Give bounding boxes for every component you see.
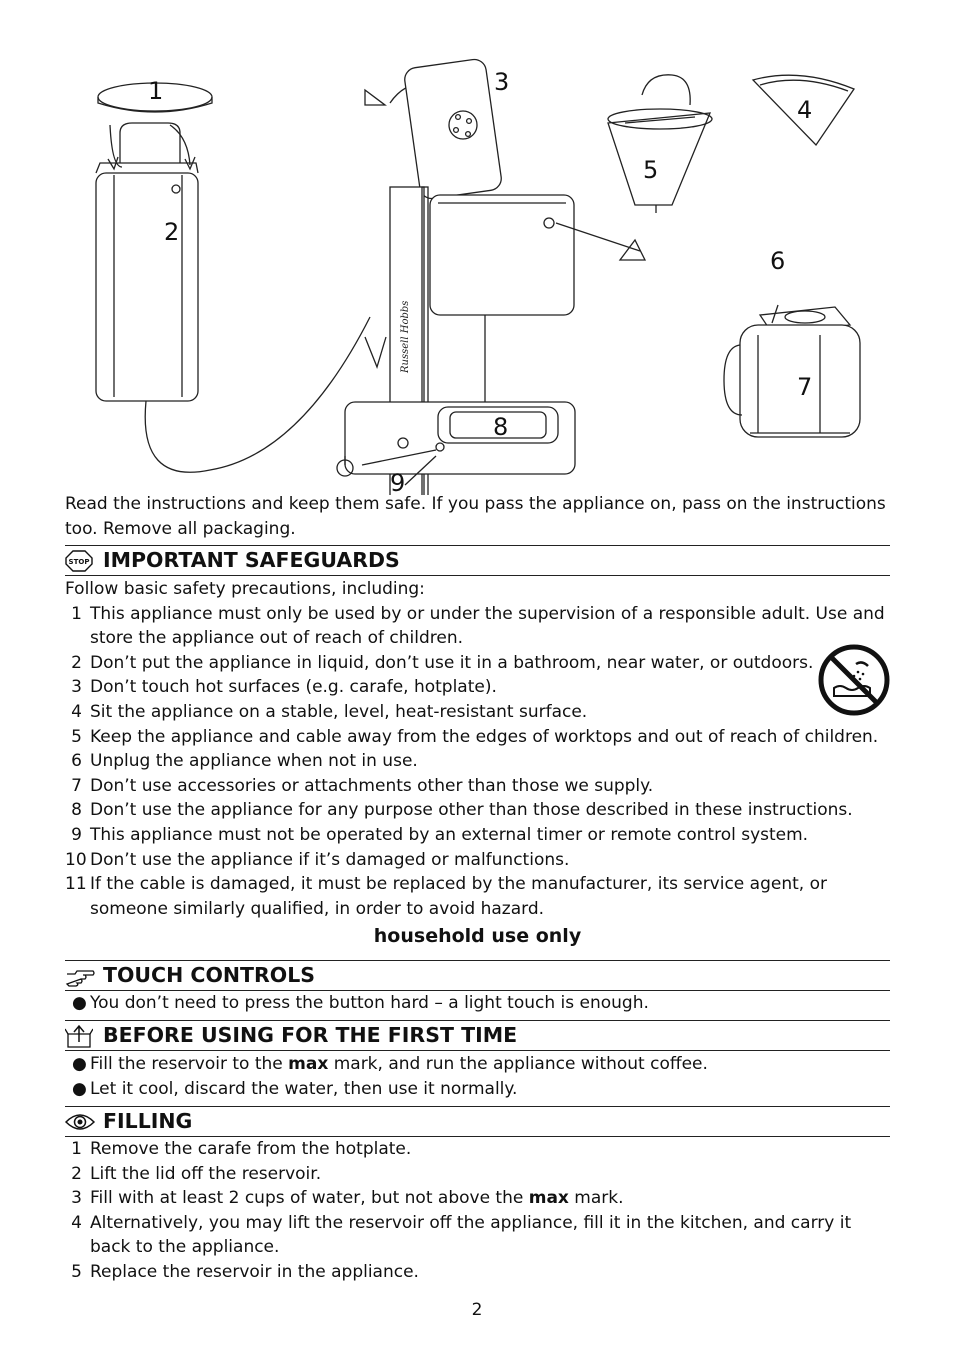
- callout-6: 6: [770, 247, 786, 275]
- list-item: 5 Keep the appliance and cable away from the edges of worktops and out of reach of children.: [71, 726, 879, 747]
- list-item: 3 Fill with at least 2 cups of water, but not above the max mark.: [71, 1188, 624, 1209]
- brand-logo: Russell Hobbs: [400, 300, 411, 373]
- coffee-machine-drawing: [337, 58, 645, 495]
- callout-7: 7: [797, 373, 813, 401]
- callout-2: 2: [164, 218, 180, 246]
- no-water-shower-icon: [818, 644, 890, 716]
- callout-9: 9: [390, 469, 406, 495]
- list-item: 5 Replace the reservoir in the appliance.: [71, 1261, 419, 1282]
- touch-heading: [65, 960, 890, 991]
- touch-list: [65, 991, 895, 1016]
- touch-title: TOUCH CONTROLS: [103, 963, 316, 987]
- list-item: 7 Don’t use accessories or attachments other than those we supply.: [71, 775, 654, 796]
- list-item: 10 Don’t use the appliance if it’s damaged or malfunctions.: [65, 849, 570, 870]
- safeguards-title: IMPORTANT SAFEGUARDS: [103, 548, 400, 572]
- callout-5: 5: [643, 156, 659, 184]
- appliance-diagram: [60, 55, 900, 495]
- list-item: 4 Alternatively, you may lift the reservoir off the appliance, fill it in the kitchen, and carry it back to the appliance.: [71, 1212, 852, 1258]
- pointing-hand-icon: [65, 964, 93, 988]
- list-item: 2 Lift the lid off the reservoir.: [71, 1163, 322, 1184]
- list-item: 1 Remove the carafe from the hotplate.: [71, 1139, 412, 1159]
- filling-list: [65, 1137, 895, 1285]
- callout-1: 1: [148, 77, 164, 105]
- safeguards-heading: [65, 545, 890, 576]
- list-item: 1 This appliance must only be used by or under the supervision of a responsible adult. Use and store the appliance out of reach of children.: [71, 603, 885, 649]
- callout-8: 8: [493, 413, 509, 441]
- page-number: 2: [471, 1300, 483, 1320]
- intro-paragraph: Read the instructions and keep them safe. If you pass the appliance on, pass on the instructions too. Remove all packaging.: [65, 494, 886, 539]
- filter-holder-drawing: [608, 75, 712, 213]
- list-item: 8 Don’t use the appliance for any purpose other than those described in these instructions.: [71, 800, 853, 821]
- callout-4: 4: [797, 96, 813, 124]
- first-time-heading: [65, 1020, 890, 1051]
- list-item: 2 Don’t put the appliance in liquid, don’t use it in a bathroom, near water, or outdoors.: [71, 652, 814, 673]
- list-item: 3 Don’t touch hot surfaces (e.g. carafe, hotplate).: [71, 677, 497, 698]
- unbox-icon: [65, 1024, 93, 1048]
- list-item: 9 This appliance must not be operated by an external timer or remote control system.: [71, 824, 809, 845]
- household-use-note: household use only: [373, 925, 582, 947]
- filling-heading: [65, 1106, 890, 1137]
- list-item: ● Let it cool, discard the water, then use it normally.: [72, 1078, 518, 1099]
- stop-icon: [65, 549, 93, 573]
- list-item: 6 Unplug the appliance when not in use.: [71, 751, 418, 772]
- safeguards-list: [65, 577, 895, 921]
- list-item: 4 Sit the appliance on a stable, level, heat-resistant surface.: [71, 701, 588, 722]
- list-item: ● Fill the reservoir to the max mark, and run the appliance without coffee.: [72, 1054, 708, 1074]
- safeguards-lead: Follow basic safety precautions, including:: [65, 579, 425, 599]
- eye-icon: [65, 1110, 93, 1134]
- first-time-title: BEFORE USING FOR THE FIRST TIME: [103, 1023, 518, 1047]
- list-item: ● You don’t need to press the button hard – a light touch is enough.: [72, 993, 649, 1013]
- callout-3: 3: [494, 68, 510, 96]
- reservoir-drawing: [96, 123, 386, 472]
- carafe-drawing: [724, 305, 860, 437]
- filling-title: FILLING: [103, 1109, 193, 1133]
- svg-text:STOP: STOP: [68, 558, 90, 566]
- first-time-list: [65, 1052, 895, 1101]
- list-item: 11 If the cable is damaged, it must be replaced by the manufacturer, its service agent, or someone similarly qualified, in order to avoid hazard.: [65, 874, 827, 919]
